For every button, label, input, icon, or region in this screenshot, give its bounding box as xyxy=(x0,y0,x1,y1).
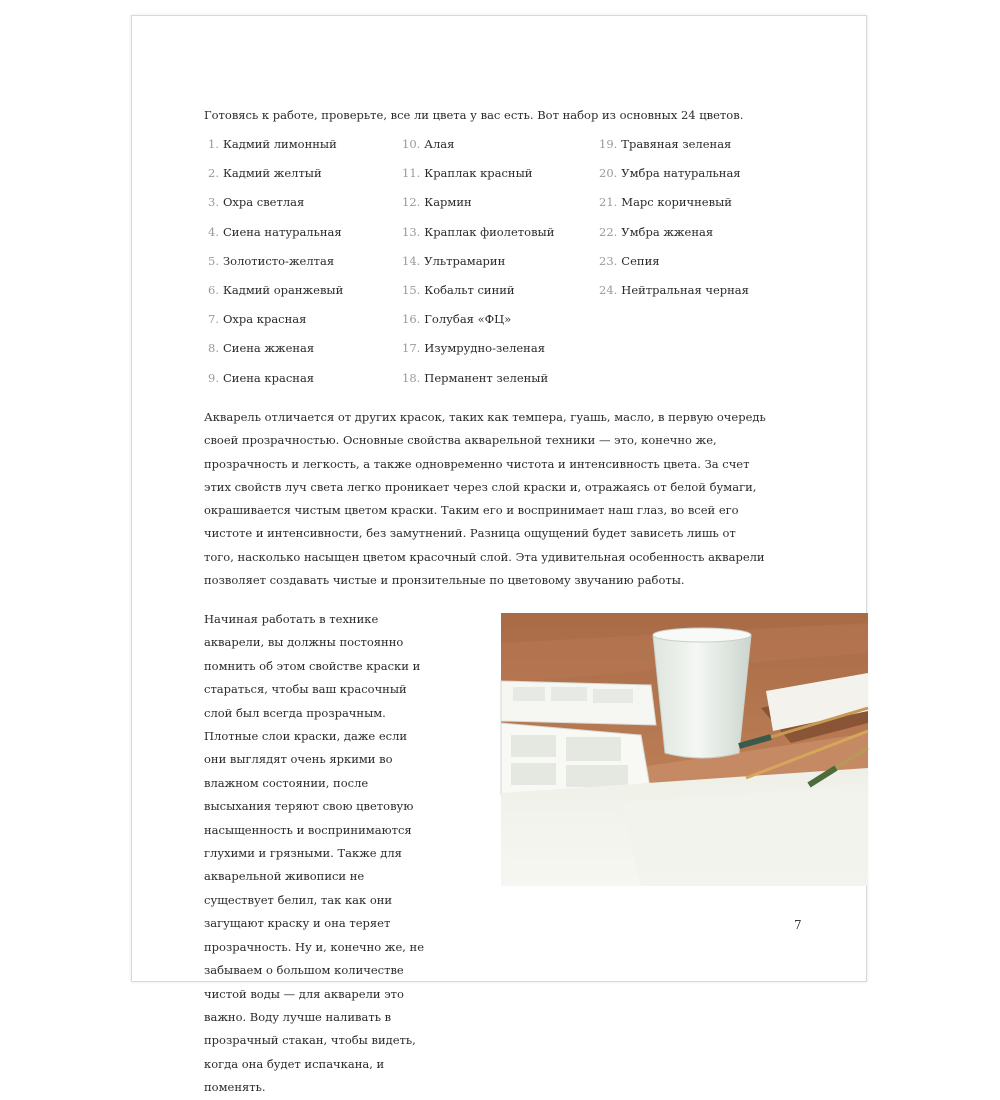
list-item: 18. Перманент зеленый xyxy=(402,370,549,385)
watercolor-tools-photo xyxy=(501,613,868,886)
page-number: 7 xyxy=(794,918,802,932)
list-item: 10. Алая xyxy=(402,137,455,151)
paragraph-transparency-advice: Начиная работать в технике акварели, вы должны постоянно помнить об этом свойстве краски и стараться, чтобы ваш красочный слой был всегда прозрачным. Плотные слои краски, даже если они выглядят очень яркими во влажном состоянии, после высыхания теряют свою цветовую насыщенность и воспринимаются глухими и грязными. Также для акварельной живописи не существует белил, так как они загущают краску и она теряет прозрачность. Ну и, конечно же, не забываем о большом количестве чистой воды — для акварели это важно. Воду лучше наливать в прозрачный стакан, чтобы видеть, когда она будет испачкана, и поменять. xyxy=(204,612,425,1095)
paragraph-watercolor-properties: Акварель отличается от других красок, таких как темпера, гуашь, масло, в первую очередь своей прозрачностью. Основные свойства акварельной техники — это, конечно же, прозрачность и легкость, а также одновременно чистота и интенсивность цвета. За счет этих свойств луч света легко проникает через слой краски и, отражаясь от белой бумаги, окрашивается чистым цветом краски. Таким его и воспринимает наш глаз, во всей его чистоте и интенсивности, без замутнений. Разница ощущений будет зависеть лишь от того, насколько насыщен цветом красочный слой. Эта удивительная особенность акварели позволяет создавать чистые и пронзительные по цветовому звучанию работы. xyxy=(204,410,766,588)
colors-column-2 xyxy=(402,136,602,399)
list-item: 16. Голубая «ФЦ» xyxy=(402,312,512,327)
list-item: 5. Золотисто-желтая xyxy=(208,253,335,268)
list-item: 12. Кармин xyxy=(402,195,472,210)
list-item: 2. Кадмий желтый xyxy=(208,166,322,181)
intro-text: Готовясь к работе, проверьте, все ли цвета у вас есть. Вот набор из основных 24 цветов. xyxy=(204,108,744,122)
list-item: 21. Марс коричневый xyxy=(599,195,732,210)
list-item: 8. Сиена жженая xyxy=(208,341,315,356)
list-item: 13. Краплак фиолетовый xyxy=(402,224,555,239)
list-item: 4. Сиена натуральная xyxy=(208,224,342,239)
colors-column-3 xyxy=(599,136,799,311)
list-item: 6. Кадмий оранжевый xyxy=(208,282,344,297)
list-item: 20. Умбра натуральная xyxy=(599,166,741,181)
book-page xyxy=(131,15,867,1095)
list-item: 3. Охра светлая xyxy=(208,195,305,210)
list-item: 17. Изумрудно-зеленая xyxy=(402,341,545,356)
list-item: 9. Сиена красная xyxy=(208,370,315,385)
colors-column-1 xyxy=(208,136,408,399)
list-item: 15. Кобальт синий xyxy=(402,282,515,297)
list-item: 19. Травяная зеленая xyxy=(599,137,732,151)
list-item: 23. Сепия xyxy=(599,253,660,268)
list-item: 11. Краплак красный xyxy=(402,166,533,181)
list-item: 22. Умбра жженая xyxy=(599,224,714,239)
list-item: 1. Кадмий лимонный xyxy=(208,137,337,151)
list-item: 14. Ультрамарин xyxy=(402,253,506,268)
list-item: 7. Охра красная xyxy=(208,312,307,327)
list-item: 24. Нейтральная черная xyxy=(599,282,749,297)
